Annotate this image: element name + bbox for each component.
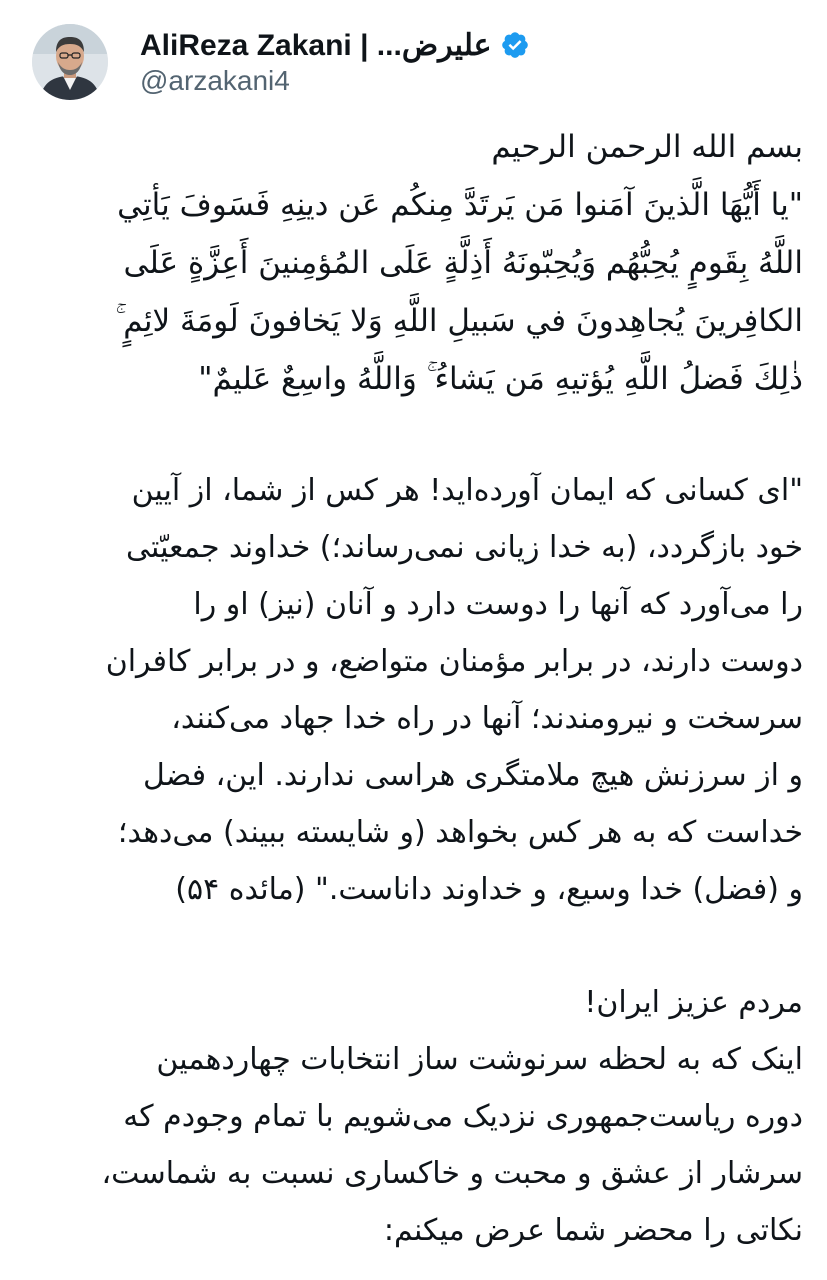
verse-line: "يا أَيُّهَا الَّذينَ آمَنوا مَن يَرتَدَّ مِنكُم عَن دينِهِ فَسَوفَ يَأتِي — [117, 187, 803, 223]
message-line: نکاتی را محضر شما عرض میکنم: — [383, 1213, 803, 1248]
translation-line: دوست دارند، در برابر مؤمنان متواضع، و در برابر کافران — [105, 644, 803, 679]
quran-verse-block — [24, 118, 803, 408]
message-line: اینک که به لحظه سرنوشت ساز انتخابات چهاردهمین — [156, 1042, 803, 1077]
translation-line: خداست که به هر کس بخواهد (و شایسته ببیند) می‌دهد؛ — [117, 815, 803, 850]
tweet-text — [24, 118, 803, 1259]
translation-block — [24, 462, 803, 918]
message-block — [24, 974, 803, 1259]
basmala-line: بسم الله الرحمن الرحیم — [491, 129, 803, 165]
author-display-name[interactable]: AliReza Zakani | ...علیرض — [140, 28, 492, 62]
avatar-image — [32, 24, 108, 100]
translation-line: را می‌آورد که آنها را دوست دارد و آنان (نیز) او را — [193, 587, 803, 622]
author-name-row — [140, 28, 530, 63]
address-line: مردم عزیز ایران! — [584, 985, 803, 1020]
translation-line: سرسخت و نیرومندند؛ آنها در راه خدا جهاد می‌کنند، — [171, 701, 803, 736]
translation-line: و (فضل) خدا وسیع، و خداوند داناست." (مائده ۵۴) — [175, 872, 803, 907]
translation-line: خود بازگردد، (به خدا زیانی نمی‌رساند؛) خداوند جمعیّتی — [126, 530, 803, 565]
message-line: سرشار از عشق و محبت و خاکساری نسبت به شماست، — [101, 1156, 803, 1191]
paragraph-gap — [24, 408, 803, 462]
author-identity — [140, 28, 530, 97]
paragraph-gap — [24, 918, 803, 974]
avatar[interactable] — [32, 24, 108, 100]
translation-line: و از سرزنش هیچ ملامتگری هراسی ندارند. این، فضل — [143, 758, 803, 793]
verified-badge-icon — [500, 30, 530, 60]
message-line: دوره ریاست‌جمهوری نزدیک می‌شویم با تمام وجودم که — [123, 1099, 803, 1134]
author-handle[interactable]: @arzakani4 — [140, 64, 290, 96]
verse-line: ذٰلِكَ فَضلُ اللَّهِ يُؤتيهِ مَن يَشاءُ ۚ وَاللَّهُ واسِعٌ عَليمٌ" — [198, 361, 803, 397]
tweet-header — [32, 22, 530, 102]
translation-line: "ای کسانی که ایمان آورده‌اید! هر کس از شما، از آیین — [131, 473, 803, 508]
verse-line: اللَّهُ بِقَومٍ يُحِبُّهُم وَيُحِبّونَهُ أَذِلَّةٍ عَلَى المُؤمِنينَ أَعِزَّةٍ عَلَى — [123, 245, 803, 281]
verse-line: الكافِرينَ يُجاهِدونَ في سَبيلِ اللَّهِ وَلا يَخافونَ لَومَةَ لائِمٍ ۚ — [115, 303, 803, 339]
